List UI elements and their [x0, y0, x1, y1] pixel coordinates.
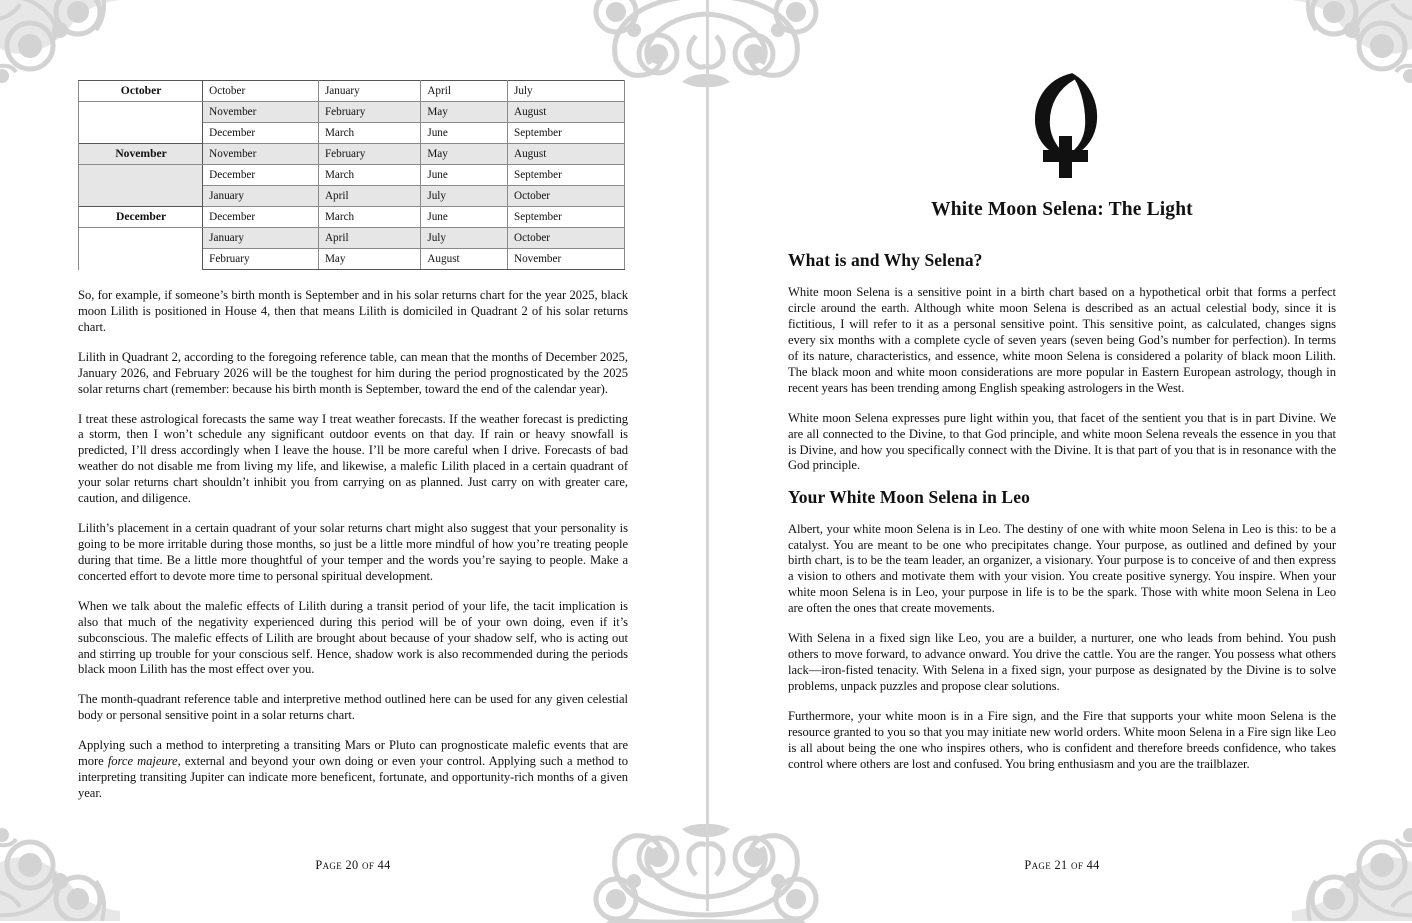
table-cell: August — [507, 144, 624, 165]
table-cell: November — [507, 249, 624, 270]
paragraph: So, for example, if someone’s birth month is September and in his solar returns chart for the year 2025, black moon Lilith is positioned in House 4, then that means Lilith is domiciled in Quadrant 2 of his solar returns chart. — [78, 288, 628, 334]
section-heading-selena-in-leo: Your White Moon Selena in Leo — [788, 487, 1030, 508]
table-body — [79, 81, 625, 270]
table-cell: October — [203, 81, 319, 102]
paragraph: Lilith’s placement in a certain quadrant of your solar returns chart might also suggest that your personality is going to be more irritable during those months, so just be a little more mindful of how you’re treating people during that time. Be a little more thoughtful of your temper and the words you’re saying to people. Make a concerted effort to devote more time to personal spiritual development. — [78, 521, 628, 583]
paragraph: With Selena in a fixed sign like Leo, you are a builder, a nurturer, one who leads from behind. You push others to move forward, to advance onward. You drive the cattle. You are the ranger. You possess what others lack—iron-fisted tenacity. With Selena in a fixed sign, your purpose as designated by the Divine is to solve problems, unpack puzzles and propose clear solutions. — [788, 631, 1336, 693]
table-cell: April — [421, 81, 508, 102]
paragraph: The month-quadrant reference table and interpretive method outlined here can be used for any given celestial body or personal sensitive point in a solar returns chart. — [78, 692, 628, 723]
table-cell: February — [203, 249, 319, 270]
paragraph: When we talk about the malefic effects of Lilith during a transit period of your life, the tacit implication is also that much of the negativity experienced during this period will be of your own doing, even if it’s subconscious. The malefic effects of Lilith are brought about because of your shadow self, who is acting out and stirring up trouble for your conscious self. Hence, shadow work is also recommended during the periods black moon Lilith has the most effect over you. — [78, 598, 628, 677]
table-cell: May — [318, 249, 420, 270]
table-group-label — [79, 228, 203, 249]
table-row — [79, 123, 625, 144]
book-spine-divider — [706, 0, 709, 911]
table-group-label — [79, 249, 203, 270]
table-group-label: December — [79, 207, 203, 228]
table-row — [79, 81, 625, 102]
chapter-glyph-container — [788, 70, 1336, 185]
table-cell: August — [507, 102, 624, 123]
table-cell: January — [203, 228, 319, 249]
table-cell: July — [421, 228, 508, 249]
white-moon-selena-icon — [1016, 70, 1108, 180]
table-cell: January — [203, 186, 319, 207]
table-cell: October — [507, 228, 624, 249]
right-page — [788, 0, 1336, 911]
table-cell: December — [203, 123, 319, 144]
paragraph: White moon Selena expresses pure light within you, that facet of the sentient you that is in part Divine. We are all connected to the Divine, to that God principle, and white moon Selena reveals the essence in you that is Divine, and how you specifically connect with the Divine. It is that part of you that is in resonance with the God principle. — [788, 410, 1336, 473]
table-row — [79, 165, 625, 186]
table-cell: February — [318, 102, 420, 123]
italic-phrase: force majeure — [107, 754, 178, 769]
paragraph-with-italic — [78, 738, 628, 802]
table-cell: February — [318, 144, 420, 165]
table-cell: December — [203, 207, 319, 228]
left-page — [78, 0, 628, 911]
table-cell: January — [318, 81, 420, 102]
table-cell: September — [507, 207, 624, 228]
table-cell: November — [203, 144, 319, 165]
table-cell: May — [421, 144, 508, 165]
paragraph: Furthermore, your white moon is in a Fire sign, and the Fire that supports your white moon Selena is the resource granted to you so that you may initiate new world orders. White moon Selena in a Fire sign like Leo is all about being the one who inspires others, who is confident and therefore breeds confidence, who takes control where others are lost and confused. You bring enthusiasm and you are the trailblazer. — [788, 708, 1336, 771]
table-row — [79, 228, 625, 249]
table-cell: June — [421, 207, 508, 228]
table-cell: September — [507, 165, 624, 186]
paragraph: Albert, your white moon Selena is in Leo. The destiny of one with white moon Selena in Leo is this: to be a catalyst. You are meant to be one who precipitates change. Your purpose, as outlined and defined by your birth chart, is to be the team leader, an organizer, a visionary. Your purpose is to conceive of and then express a vision to others and motivate them with your vision. You create positive synergy. You inspire. When your white moon Selena is in Leo, your purpose in life is to be the spark. Those with white moon Selena in Leo are often the ones that create movements. — [788, 521, 1336, 616]
paragraph: White moon Selena is a sensitive point in a birth chart based on a hypothetical orbit that forms a perfect circle around the earth. Although white moon Selena is described as an actual celestial body, since it is fictitious, I will refer to it as a personal sensitive point. This sensitive point, as calculated, changes signs every six months with a complete cycle of seven years (seven being God’s number for perfection). In terms of its nature, characteristics, and essence, white moon Selena is considered a polarity of black moon Lilith. The black moon and white moon considerations are more popular in Eastern European astrology, though in recent years has been trending among English speaking astrologers in the West. — [788, 285, 1336, 395]
table-cell: August — [421, 249, 508, 270]
left-page-body — [78, 288, 628, 802]
table-cell: March — [318, 207, 420, 228]
table-row — [79, 249, 625, 270]
section-heading-what-is-selena: What is and Why Selena? — [788, 250, 983, 270]
page-footer-right: Page 21 of 44 — [1024, 858, 1100, 872]
table-cell: June — [421, 165, 508, 186]
table-cell: June — [421, 123, 508, 144]
table-cell: July — [507, 81, 624, 102]
paragraph: I treat these astrological forecasts the same way I treat weather forecasts. If the weather forecast is predicting a storm, then I won’t schedule any significant outdoor events on that day. If rain or heavy snowfall is predicted, I’ll dress accordingly when I leave the house. I’ll be more careful when I drive. Forecasts of bad weather do not disable me from living my life, and likewise, a malefic Lilith placed in a certain quadrant of your solar returns chart shouldn’t inhibit you from carrying on as planned. Just carry on with greater care, caution, and diligence. — [78, 411, 628, 506]
table-cell: October — [507, 186, 624, 207]
table-cell: March — [318, 123, 420, 144]
table-group-label: November — [79, 144, 203, 165]
text-part-1: Applying such a method to interpreting a transiting Mars or Pluto can prognosticate malefic events that are more — [78, 738, 628, 769]
table-group-label — [79, 165, 203, 186]
table-cell: April — [318, 186, 420, 207]
table-row — [79, 207, 625, 228]
table-row — [79, 144, 625, 165]
text-part-2: , external and beyond your own doing or even your control. Applying such a method to interpreting transiting Jupiter can indicate more beneficent, fortunate, and opportunity-rich months of a given year. — [78, 754, 628, 800]
table-cell: December — [203, 165, 319, 186]
table-group-label — [79, 123, 203, 144]
table-cell: April — [318, 228, 420, 249]
table-cell: September — [507, 123, 624, 144]
table-cell: May — [421, 102, 508, 123]
table-group-label — [79, 186, 203, 207]
paragraph: Lilith in Quadrant 2, according to the foregoing reference table, can mean that the months of December 2025, January 2026, and February 2026 will be the toughest for him during the period prognosticated by the 2025 solar returns chart (remember: because his birth month is September, toward the end of the calendar year). — [78, 349, 628, 396]
chapter-title: White Moon Selena: The Light — [931, 199, 1193, 220]
table-cell: July — [421, 186, 508, 207]
page-footer-left: Page 20 of 44 — [315, 858, 391, 872]
month-quadrant-reference-table — [78, 80, 625, 270]
table-cell: March — [318, 165, 420, 186]
table-cell: November — [203, 102, 319, 123]
table-group-label — [79, 102, 203, 123]
table-row — [79, 186, 625, 207]
table-group-label: October — [79, 81, 203, 102]
table-row — [79, 102, 625, 123]
